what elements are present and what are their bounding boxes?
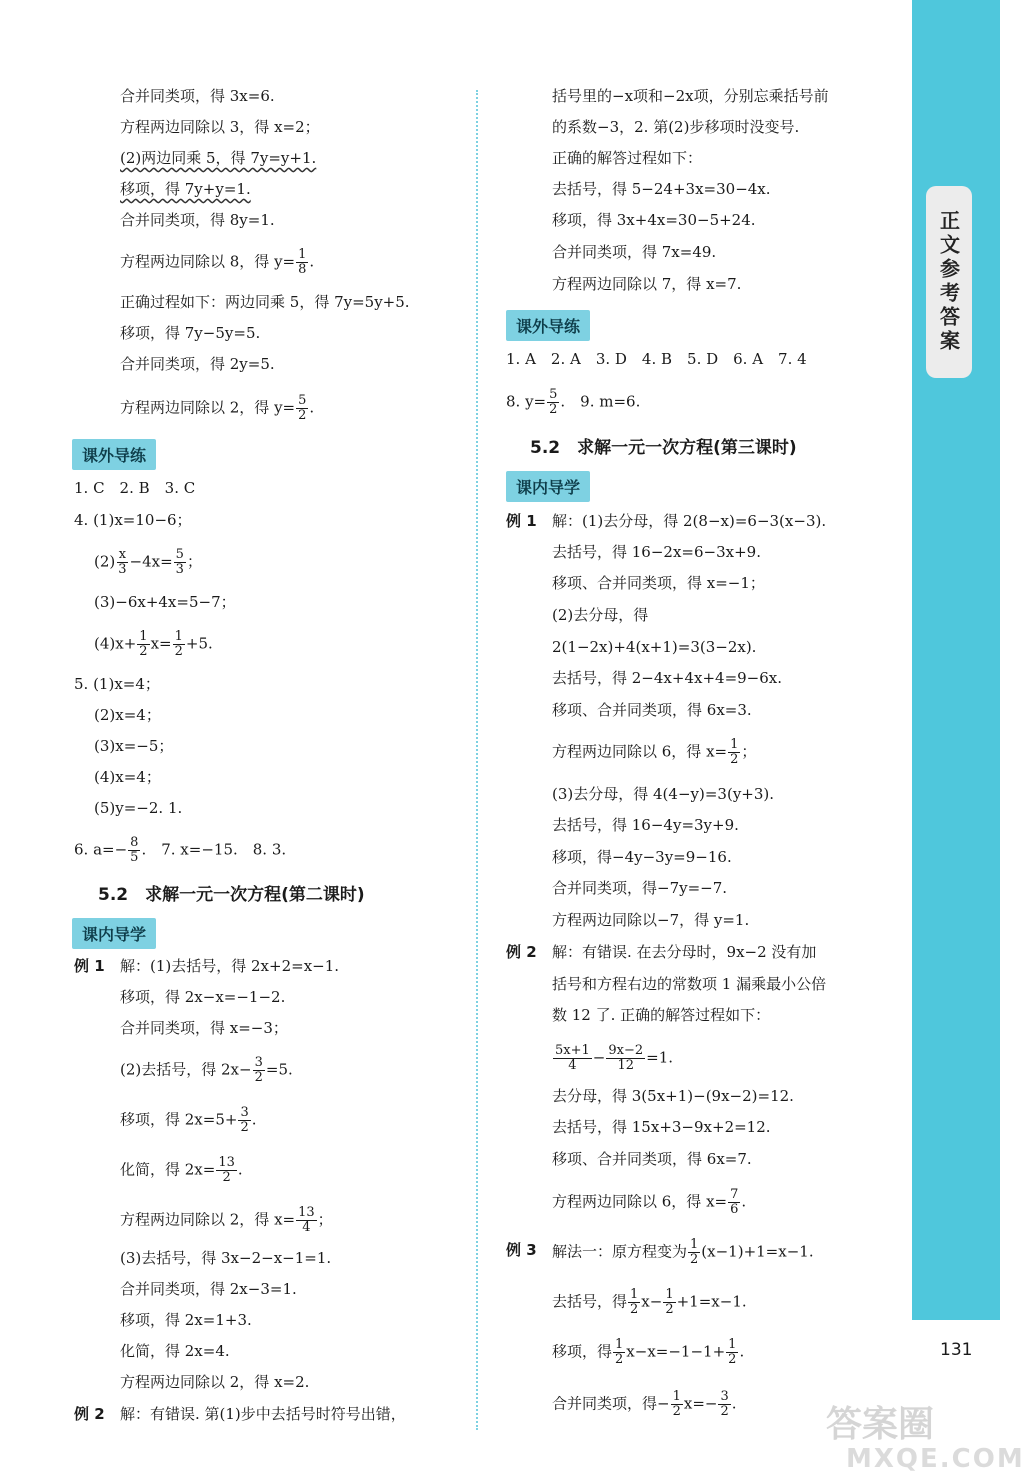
example-label: 例 2 — [74, 1405, 105, 1423]
answer-line: 4. (1)x=10−6； — [74, 511, 192, 529]
fraction: $\frac{5}{2}$ — [549, 387, 558, 417]
text-line: 移项，得 2x=1+3. — [120, 1311, 252, 1329]
text-line: 数 12 了. 正确的解答过程如下： — [552, 1006, 771, 1024]
fraction: $\frac{1}{2}$ — [730, 737, 739, 767]
fraction: $\frac{1}{2}$ — [728, 1337, 737, 1367]
text-line: 移项，得 $\frac{1}{2}$ x−x=−1−1+ $\frac{1}{2}$ . — [552, 1337, 745, 1367]
column-divider — [476, 90, 478, 1430]
text-line: 移项，得 2x−x=−1−2. — [120, 988, 286, 1006]
fraction: $\frac{1}{8}$ — [298, 247, 307, 277]
text-line: 方程两边同除以 8，得 y= $\frac{1}{8}$ . — [120, 247, 315, 277]
text-line: (3)去括号，得 3x−2−x−1=1. — [120, 1249, 332, 1267]
text-line: $\frac{5x+1}{4}$ − $\frac{9x-2}{12}$ =1. — [555, 1043, 674, 1073]
fraction: $\frac{5}{3}$ — [175, 547, 184, 577]
answer-line: 5. (1)x=4； — [74, 675, 160, 693]
section-badge: 课内导学 — [72, 918, 156, 949]
text-line: 合并同类项，得 8y=1. — [120, 211, 275, 229]
watermark — [826, 1396, 1025, 1480]
fraction: $\frac{1}{2}$ — [174, 629, 183, 659]
fraction: $\frac{9x-2}{12}$ — [608, 1043, 644, 1073]
fraction: $\frac{8}{5}$ — [130, 835, 139, 865]
fraction: $\frac{3}{2}$ — [240, 1105, 249, 1135]
section-heading: 5.2 求解一元一次方程(第三课时) — [530, 438, 797, 458]
text-line: 去括号，得 16−4y=3y+9. — [552, 816, 739, 834]
text-line: 解：有错误. 在去分母时，9x−2 没有加 — [552, 943, 817, 961]
example-label: 例 1 — [506, 512, 537, 530]
text-line: 移项，得 7y+y=1. — [120, 180, 251, 198]
text-line: 化简，得 2x=4. — [120, 1342, 230, 1360]
page-number: 131 — [940, 1340, 973, 1360]
section-tab — [926, 186, 972, 378]
text-line: 移项，得 7y−5y=5. — [120, 324, 261, 342]
example-label: 例 1 — [74, 957, 105, 975]
text-line: 去括号，得 15x+3−9x+2=12. — [552, 1118, 771, 1136]
answer-line: (3)−6x+4x=5−7； — [94, 593, 236, 611]
section-badge: 课内导学 — [506, 471, 590, 502]
text-line: 去括号，得 5−24+3x=30−4x. — [552, 180, 771, 198]
text-line: 移项，得 3x+4x=30−5+24. — [552, 211, 756, 229]
fraction: $\frac{1}{2}$ — [665, 1287, 674, 1317]
text-line: 移项、合并同类项，得 6x=3. — [552, 701, 752, 719]
text-line: 去分母，得 3(5x+1)−(9x−2)=12. — [552, 1087, 794, 1105]
text-line: (2)去括号，得 2x− $\frac{3}{2}$ =5. — [120, 1055, 293, 1085]
example-label: 例 2 — [506, 943, 537, 961]
text-line: 方程两边同除以−7，得 y=1. — [552, 911, 750, 929]
text-line: 去括号，得 $\frac{1}{2}$ x− $\frac{1}{2}$ +1=x−1. — [552, 1287, 747, 1317]
text-line: 括号里的−x项和−2x项，分别忘乘括号前 — [552, 87, 829, 105]
text-line: 方程两边同除以 2，得 x=2. — [120, 1373, 310, 1391]
fraction: $\frac{5}{2}$ — [298, 393, 307, 423]
fraction: $\frac{13}{2}$ — [218, 1155, 235, 1185]
text-line: 去括号，得 16−2x=6−3x+9. — [552, 543, 761, 561]
example-label: 例 3 — [506, 1241, 537, 1259]
fraction: $\frac{1}{2}$ — [139, 629, 148, 659]
text-line: 合并同类项，得 2y=5. — [120, 355, 275, 373]
text-line: 合并同类项，得− $\frac{1}{2}$ x=− $\frac{3}{2}$ . — [552, 1389, 737, 1419]
answer-line: (2)x=4； — [94, 706, 161, 724]
text-line: 去括号，得 2−4x+4x+4=9−6x. — [552, 669, 783, 687]
fraction: $\frac{7}{6}$ — [730, 1187, 739, 1217]
text-line: 括号和方程右边的常数项 1 漏乘最小公倍 — [552, 975, 827, 993]
text-line: 方程两边同除以 2，得 y= $\frac{5}{2}$ . — [120, 393, 315, 423]
fraction: $\frac{1}{2}$ — [690, 1237, 699, 1267]
text-line: 解：有错误. 第(1)步中去括号时符号出错， — [120, 1405, 406, 1423]
text-line: 解：(1)去括号，得 2x+2=x−1. — [120, 957, 340, 975]
fraction: $\frac{1}{2}$ — [672, 1389, 681, 1419]
text-line: 方程两边同除以 3，得 x=2； — [120, 118, 320, 136]
fraction: $\frac{1}{2}$ — [615, 1337, 624, 1367]
text-line: (2)去分母，得 — [552, 606, 649, 624]
text-line: 解法一：原方程变为 $\frac{1}{2}$ (x−1)+1=x−1. — [552, 1237, 814, 1267]
watermark-url: MXQE.COM — [846, 1444, 1025, 1474]
answer-line: (3)x=−5； — [94, 737, 174, 755]
text-line: 合并同类项，得 7x=49. — [552, 243, 717, 261]
text-line: 移项、合并同类项，得 x=−1； — [552, 574, 765, 592]
text-line: 移项，得−4y−3y=9−16. — [552, 848, 732, 866]
watermark-logo: 答案圈 — [826, 1404, 935, 1445]
text-line: 移项，得 2x=5+ $\frac{3}{2}$ . — [120, 1105, 257, 1135]
text-line: (3)去分母，得 4(4−y)=3(y+3). — [552, 785, 775, 803]
fraction: $\frac{13}{4}$ — [298, 1205, 315, 1235]
fraction: $\frac{5x+1}{4}$ — [555, 1043, 590, 1073]
text-line: 方程两边同除以 2，得 x= $\frac{13}{4}$ ； — [120, 1205, 333, 1235]
section-tab-label: 正文参考答案 — [936, 210, 961, 354]
text-line: 的系数−3，2. 第(2)步移项时没变号. — [552, 118, 800, 136]
text-line: 解：(1)去分母，得 2(8−x)=6−3(x−3). — [552, 512, 827, 530]
answer-line: 1. C 2. B 3. C — [74, 479, 196, 497]
text-line: 移项、合并同类项，得 6x=7. — [552, 1150, 752, 1168]
text-line: 合并同类项，得 2x−3=1. — [120, 1280, 297, 1298]
text-line: 合并同类项，得 3x=6. — [120, 87, 275, 105]
answer-line: 1. A 2. A 3. D 4. B 5. D 6. A 7. 4 — [506, 350, 807, 368]
text-line: 合并同类项，得 x=−3； — [120, 1019, 288, 1037]
text-line: 合并同类项，得−7y=−7. — [552, 879, 728, 897]
fraction: $\frac{3}{2}$ — [254, 1055, 263, 1085]
answer-line: 8. y= $\frac{5}{2}$ . 9. m=6. — [506, 387, 641, 417]
answer-line: 6. a=− $\frac{8}{5}$ . 7. x=−15. 8. 3. — [74, 835, 287, 865]
text-line: 化简，得 2x= $\frac{13}{2}$ . — [120, 1155, 243, 1185]
fraction: $\frac{x}{3}$ — [118, 547, 127, 577]
answer-line: (5)y=−2. 1. — [94, 799, 183, 817]
text-line: 2(1−2x)+4(x+1)=3(3−2x). — [552, 638, 757, 656]
section-heading: 5.2 求解一元一次方程(第二课时) — [98, 885, 365, 905]
text-line: 正确过程如下：两边同乘 5，得 7y=5y+5. — [120, 293, 410, 311]
text-line: (2)两边同乘 5，得 7y=y+1. — [120, 149, 317, 167]
section-badge: 课外导练 — [72, 439, 156, 470]
text-line: 正确的解答过程如下： — [552, 149, 703, 167]
text-line: 方程两边同除以 6，得 x= $\frac{7}{6}$ . — [552, 1187, 747, 1217]
answer-line: (2) $\frac{x}{3}$ −4x= $\frac{5}{3}$ ； — [94, 547, 202, 577]
answer-line: (4)x+ $\frac{1}{2}$ x= $\frac{1}{2}$ +5. — [94, 629, 213, 659]
fraction: $\frac{1}{2}$ — [630, 1287, 639, 1317]
text-line: 方程两边同除以 7，得 x=7. — [552, 275, 742, 293]
fraction: $\frac{3}{2}$ — [720, 1389, 729, 1419]
section-badge: 课外导练 — [506, 310, 590, 341]
text-line: 方程两边同除以 6，得 x= $\frac{1}{2}$ ； — [552, 737, 757, 767]
answer-line: (4)x=4； — [94, 768, 161, 786]
